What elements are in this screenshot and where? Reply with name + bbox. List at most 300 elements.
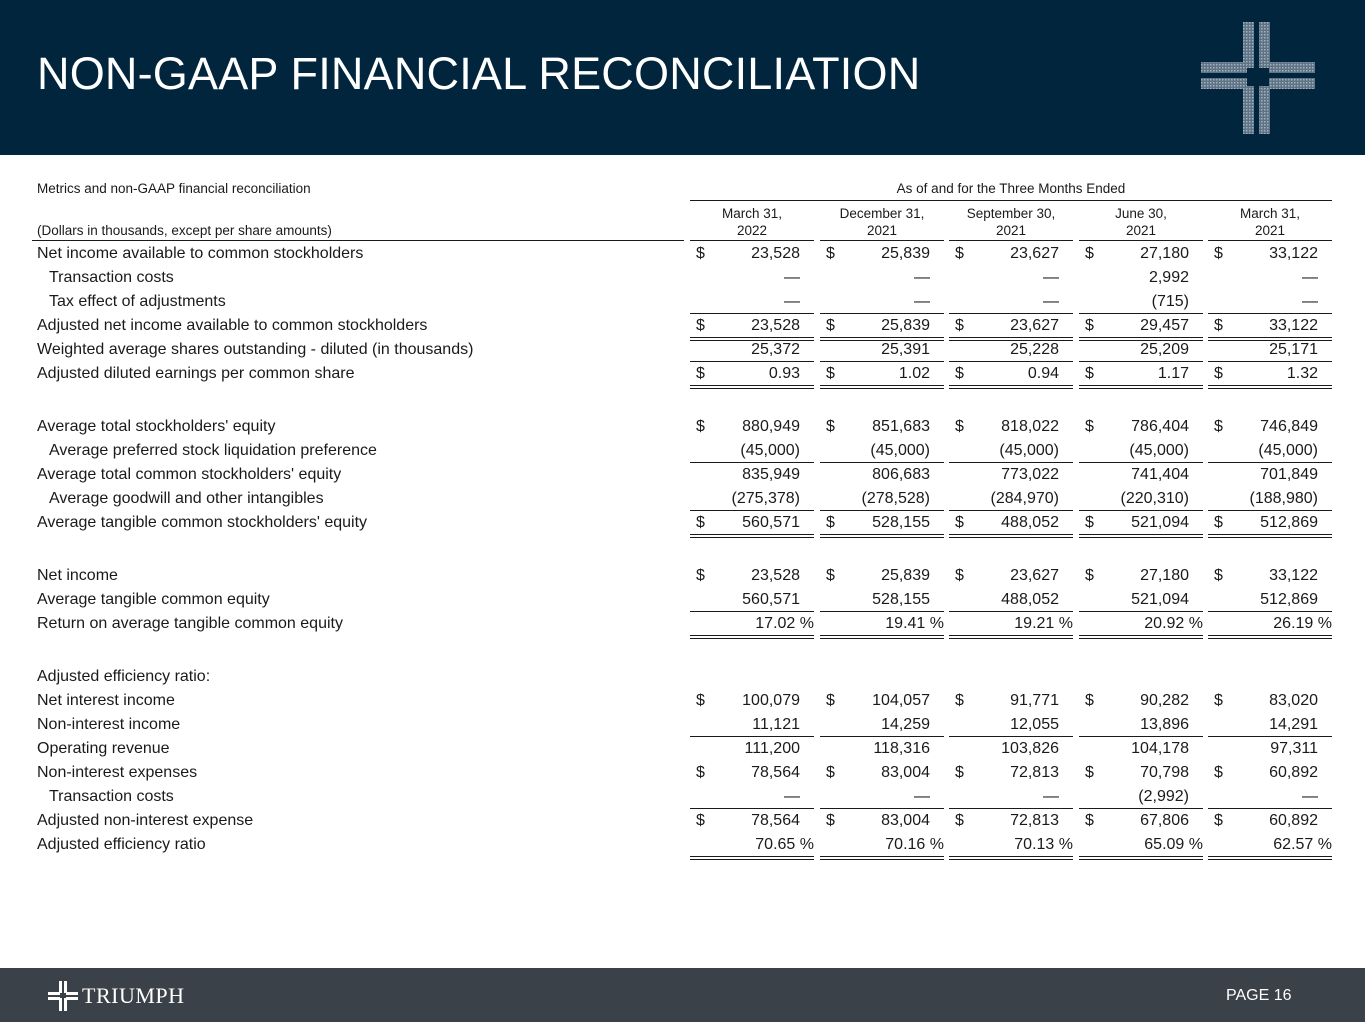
double-underline	[949, 856, 1073, 860]
cell-value: 818,022	[1001, 418, 1059, 435]
table-cell	[949, 314, 1073, 338]
table-cell	[1208, 588, 1332, 612]
table-row	[0, 612, 1365, 636]
cell-value: 701,849	[1260, 466, 1318, 483]
cell-value: 33,122	[1269, 245, 1318, 262]
table-cell	[1208, 338, 1332, 362]
cell-value: 851,683	[872, 418, 930, 435]
double-underline	[1079, 534, 1203, 538]
cell-value: —	[1302, 788, 1318, 805]
cell-value: 25,839	[881, 317, 930, 334]
cell-value: 25,372	[751, 341, 800, 358]
currency-symbol: $	[696, 692, 705, 709]
table-cell	[690, 314, 814, 338]
triumph-cross-icon	[1201, 22, 1315, 134]
column-header-year: 2021	[1125, 223, 1157, 238]
column-header-period: December 31,	[839, 206, 925, 221]
table-cell	[949, 588, 1073, 612]
table-cell	[690, 242, 814, 266]
table-cell	[949, 689, 1073, 713]
currency-symbol: $	[1214, 514, 1223, 531]
cell-value: (188,980)	[1249, 490, 1318, 507]
table-cell	[1208, 689, 1332, 713]
column-header-year: 2021	[995, 223, 1027, 238]
table-cell	[820, 833, 944, 857]
brand-logo	[48, 980, 185, 1012]
double-underline	[949, 635, 1073, 639]
currency-symbol: $	[1085, 692, 1094, 709]
table-cell	[690, 761, 814, 785]
cell-value: 773,022	[1001, 466, 1059, 483]
cell-value: —	[1043, 788, 1059, 805]
table-row	[0, 564, 1365, 588]
cell-value: 70.13 %	[1014, 836, 1073, 853]
cell-value: 20.92 %	[1144, 615, 1203, 632]
table-meta-units: (Dollars in thousands, except per share amounts)	[37, 223, 332, 238]
cell-value: 25,839	[881, 245, 930, 262]
cell-value: 118,316	[873, 740, 930, 757]
cell-value: 488,052	[1001, 514, 1059, 531]
table-cell	[1208, 761, 1332, 785]
table-cell	[820, 809, 944, 833]
divider	[1079, 240, 1203, 241]
cell-value: —	[784, 293, 800, 310]
cell-value: 806,683	[872, 466, 930, 483]
cell-value: —	[914, 293, 930, 310]
table-row	[0, 588, 1365, 612]
column-header-year: 2021	[1254, 223, 1286, 238]
table-cell	[690, 809, 814, 833]
table-cell	[1208, 362, 1332, 386]
cell-value: —	[1043, 269, 1059, 286]
divider	[949, 240, 1073, 241]
table-cell	[1079, 338, 1203, 362]
cell-value: —	[784, 269, 800, 286]
cell-value: (45,000)	[1129, 442, 1189, 459]
table-cell	[949, 833, 1073, 857]
table-cell	[1079, 612, 1203, 636]
table-cell	[1208, 737, 1332, 761]
double-underline	[1208, 635, 1332, 639]
double-underline	[1079, 385, 1203, 389]
row-label: Adjusted non-interest expense	[37, 812, 254, 829]
cell-value: 741,404	[1131, 466, 1189, 483]
page-number: PAGE 16	[1226, 987, 1292, 1004]
currency-symbol: $	[826, 245, 835, 262]
cell-value: 23,528	[751, 245, 800, 262]
currency-symbol: $	[1214, 317, 1223, 334]
table-cell	[690, 612, 814, 636]
cell-value: (45,000)	[870, 442, 930, 459]
currency-symbol: $	[1085, 567, 1094, 584]
cell-value: 12,055	[1010, 716, 1059, 733]
table-cell	[949, 809, 1073, 833]
currency-symbol: $	[826, 514, 835, 531]
row-label: Average total stockholders' equity	[37, 418, 276, 435]
cell-value: (278,528)	[861, 490, 930, 507]
row-label: Adjusted efficiency ratio	[37, 836, 206, 853]
currency-symbol: $	[955, 514, 964, 531]
row-label: Average tangible common equity	[37, 591, 270, 608]
row-label: Net interest income	[37, 692, 175, 709]
double-underline	[1079, 856, 1203, 860]
table-row	[0, 266, 1365, 290]
table-cell	[820, 463, 944, 487]
double-underline	[690, 385, 814, 389]
column-header-year: 2022	[736, 223, 768, 238]
currency-symbol: $	[826, 692, 835, 709]
table-cell	[820, 785, 944, 809]
currency-symbol: $	[1214, 365, 1223, 382]
table-cell	[690, 713, 814, 737]
cell-value: 60,892	[1269, 764, 1318, 781]
table-row	[0, 242, 1365, 266]
table-cell	[1079, 242, 1203, 266]
divider	[32, 240, 684, 241]
table-cell	[690, 463, 814, 487]
cell-value: (45,000)	[999, 442, 1059, 459]
column-header-period: March 31,	[1239, 206, 1301, 221]
cell-value: 786,404	[1131, 418, 1189, 435]
currency-symbol: $	[696, 418, 705, 435]
table-cell	[1079, 415, 1203, 439]
table-cell	[1208, 266, 1332, 290]
currency-symbol: $	[955, 418, 964, 435]
cell-value: 111,200	[744, 740, 800, 757]
table-cell	[949, 266, 1073, 290]
currency-symbol: $	[696, 567, 705, 584]
cell-value: 70,798	[1140, 764, 1189, 781]
table-cell	[1208, 564, 1332, 588]
row-label: Return on average tangible common equity	[37, 615, 343, 632]
column-header	[820, 205, 944, 239]
currency-symbol: $	[696, 317, 705, 334]
cell-value: 560,571	[742, 591, 800, 608]
cell-value: —	[1302, 269, 1318, 286]
table-meta-title: Metrics and non-GAAP financial reconciliation	[37, 181, 311, 196]
cell-value: 14,291	[1269, 716, 1318, 733]
cell-value: 19.21 %	[1014, 615, 1073, 632]
cell-value: 1.02	[898, 365, 930, 382]
table-cell	[949, 564, 1073, 588]
table-cell	[1208, 833, 1332, 857]
table-cell	[1208, 612, 1332, 636]
cell-value: 880,949	[742, 418, 800, 435]
currency-symbol: $	[1085, 317, 1094, 334]
cell-value: 0.93	[768, 365, 800, 382]
double-underline	[1208, 856, 1332, 860]
cell-value: 70.16 %	[885, 836, 944, 853]
table-cell	[1079, 266, 1203, 290]
table-cell	[1079, 833, 1203, 857]
divider	[690, 240, 814, 241]
table-row	[0, 833, 1365, 857]
table-cell	[1208, 809, 1332, 833]
cell-value: —	[1302, 293, 1318, 310]
table-cell	[690, 564, 814, 588]
table-cell	[820, 564, 944, 588]
cell-value: 521,094	[1131, 514, 1189, 531]
double-underline	[1208, 385, 1332, 389]
table-cell	[820, 290, 944, 314]
row-label: Adjusted efficiency ratio:	[37, 668, 211, 685]
cell-value: 60,892	[1269, 812, 1318, 829]
cell-value: 23,627	[1010, 317, 1059, 334]
currency-symbol: $	[1085, 514, 1094, 531]
currency-symbol: $	[1214, 764, 1223, 781]
table-cell	[820, 266, 944, 290]
cell-value: 78,564	[751, 764, 800, 781]
cell-value: 528,155	[872, 514, 930, 531]
currency-symbol: $	[1085, 764, 1094, 781]
currency-symbol: $	[826, 567, 835, 584]
double-underline	[690, 534, 814, 538]
table-cell	[690, 833, 814, 857]
cell-value: 560,571	[742, 514, 800, 531]
table-row	[0, 314, 1365, 338]
table-row	[0, 761, 1365, 785]
table-cell	[1208, 415, 1332, 439]
table-cell	[1079, 314, 1203, 338]
cell-value: 1.17	[1157, 365, 1189, 382]
double-underline	[1079, 635, 1203, 639]
currency-symbol: $	[955, 365, 964, 382]
cell-value: 70.65 %	[755, 836, 814, 853]
double-underline	[690, 635, 814, 639]
table-cell	[949, 737, 1073, 761]
table-cell	[1208, 290, 1332, 314]
row-label: Transaction costs	[49, 269, 174, 286]
table-cell	[949, 290, 1073, 314]
cell-value: 488,052	[1001, 591, 1059, 608]
column-header-year: 2021	[866, 223, 898, 238]
row-label: Tax effect of adjustments	[49, 293, 226, 310]
double-underline	[1208, 534, 1332, 538]
table-cell	[820, 761, 944, 785]
table-cell	[1079, 689, 1203, 713]
table-cell	[690, 290, 814, 314]
cell-value: (2,992)	[1138, 788, 1189, 805]
table-cell	[949, 415, 1073, 439]
table-cell	[1079, 564, 1203, 588]
double-underline	[820, 635, 944, 639]
table-cell	[949, 338, 1073, 362]
row-label: Net income available to common stockholders	[37, 245, 364, 262]
cell-value: 521,094	[1131, 591, 1189, 608]
column-header	[690, 205, 814, 239]
table-cell	[1079, 463, 1203, 487]
table-row	[0, 362, 1365, 386]
table-cell	[949, 242, 1073, 266]
triumph-cross-icon	[48, 981, 78, 1011]
cell-value: (45,000)	[1258, 442, 1318, 459]
table-cell	[949, 713, 1073, 737]
table-cell	[1208, 314, 1332, 338]
cell-value: 25,209	[1140, 341, 1189, 358]
cell-value: 25,228	[1010, 341, 1059, 358]
table-cell	[690, 439, 814, 463]
table-cell	[949, 487, 1073, 511]
cell-value: 33,122	[1269, 567, 1318, 584]
currency-symbol: $	[826, 764, 835, 781]
table-cell	[690, 737, 814, 761]
table-cell	[820, 612, 944, 636]
row-label: Average goodwill and other intangibles	[49, 490, 324, 507]
currency-symbol: $	[696, 812, 705, 829]
table-cell	[820, 415, 944, 439]
cell-value: 25,391	[881, 341, 930, 358]
table-cell	[820, 487, 944, 511]
table-cell	[1079, 487, 1203, 511]
table-cell	[820, 439, 944, 463]
row-label: Non-interest expenses	[37, 764, 198, 781]
cell-value: 26.19 %	[1273, 615, 1332, 632]
column-header	[949, 205, 1073, 239]
table-cell	[1208, 439, 1332, 463]
cell-value: 83,004	[881, 812, 930, 829]
table-row	[0, 338, 1365, 362]
table-cell	[820, 314, 944, 338]
cell-value: —	[914, 269, 930, 286]
cell-value: 78,564	[751, 812, 800, 829]
cell-value: (715)	[1151, 293, 1189, 310]
currency-symbol: $	[955, 812, 964, 829]
table-row	[0, 737, 1365, 761]
table-cell	[1208, 713, 1332, 737]
cell-value: 23,528	[751, 567, 800, 584]
cell-value: 83,004	[881, 764, 930, 781]
table-cell	[690, 689, 814, 713]
table-row	[0, 511, 1365, 535]
slide-footer	[0, 968, 1365, 1022]
currency-symbol: $	[696, 514, 705, 531]
double-underline	[820, 534, 944, 538]
row-label: Operating revenue	[37, 740, 170, 757]
table-cell	[949, 362, 1073, 386]
cell-value: 65.09 %	[1144, 836, 1203, 853]
table-cell	[1079, 809, 1203, 833]
currency-symbol: $	[826, 365, 835, 382]
currency-symbol: $	[955, 245, 964, 262]
table-cell	[1208, 487, 1332, 511]
table-cell	[690, 511, 814, 535]
row-label: Adjusted diluted earnings per common share	[37, 365, 355, 382]
cell-value: 29,457	[1140, 317, 1189, 334]
cell-value: 104,178	[1131, 740, 1189, 757]
row-label: Net income	[37, 567, 118, 584]
row-label: Average preferred stock liquidation preference	[49, 442, 377, 459]
table-cell	[820, 511, 944, 535]
table-cell	[820, 338, 944, 362]
row-label: Average total common stockholders' equity	[37, 466, 342, 483]
cell-value: 14,259	[881, 716, 930, 733]
currency-symbol: $	[1214, 692, 1223, 709]
currency-symbol: $	[1214, 567, 1223, 584]
row-label: Adjusted net income available to common stockholders	[37, 317, 428, 334]
cell-value: 23,627	[1010, 245, 1059, 262]
currency-symbol: $	[826, 812, 835, 829]
column-header	[1079, 205, 1203, 239]
currency-symbol: $	[955, 317, 964, 334]
cell-value: —	[784, 788, 800, 805]
table-cell	[690, 785, 814, 809]
cell-value: 11,121	[752, 716, 800, 733]
currency-symbol: $	[696, 245, 705, 262]
cell-value: 97,311	[1270, 740, 1318, 757]
cell-value: 13,896	[1140, 716, 1189, 733]
double-underline	[949, 385, 1073, 389]
slide-header	[0, 0, 1365, 155]
cell-value: 528,155	[872, 591, 930, 608]
table-cell	[820, 689, 944, 713]
cell-value: (284,970)	[990, 490, 1059, 507]
column-header-period: June 30,	[1115, 206, 1167, 221]
table-cell	[690, 266, 814, 290]
cell-value: —	[1043, 293, 1059, 310]
currency-symbol: $	[955, 567, 964, 584]
divider	[690, 200, 1332, 201]
cell-value: 25,839	[881, 567, 930, 584]
table-cell	[949, 761, 1073, 785]
table-cell	[949, 463, 1073, 487]
cell-value: 23,528	[751, 317, 800, 334]
table-row	[0, 689, 1365, 713]
table-cell	[690, 588, 814, 612]
cell-value: (275,378)	[731, 490, 800, 507]
currency-symbol: $	[826, 317, 835, 334]
cell-value: 835,949	[742, 466, 800, 483]
double-underline	[820, 385, 944, 389]
cell-value: 746,849	[1260, 418, 1318, 435]
table-cell	[1079, 737, 1203, 761]
table-cell	[690, 338, 814, 362]
table-cell	[820, 737, 944, 761]
table-cell	[1208, 463, 1332, 487]
cell-value: 90,282	[1140, 692, 1189, 709]
column-header-period: September 30,	[966, 206, 1056, 221]
currency-symbol: $	[1085, 418, 1094, 435]
cell-value: 104,057	[872, 692, 930, 709]
currency-symbol: $	[826, 418, 835, 435]
currency-symbol: $	[1214, 245, 1223, 262]
currency-symbol: $	[1085, 812, 1094, 829]
currency-symbol: $	[955, 764, 964, 781]
cell-value: 17.02 %	[755, 615, 814, 632]
cell-value: 27,180	[1140, 567, 1189, 584]
cell-value: 91,771	[1010, 692, 1059, 709]
row-label: Non-interest income	[37, 716, 181, 733]
cell-value: (220,310)	[1120, 490, 1189, 507]
row-label: Transaction costs	[49, 788, 174, 805]
table-cell	[820, 242, 944, 266]
currency-symbol: $	[955, 692, 964, 709]
table-cell	[690, 487, 814, 511]
table-cell	[1079, 588, 1203, 612]
cell-value: 512,869	[1260, 514, 1318, 531]
cell-value: 1.32	[1286, 365, 1318, 382]
cell-value: 72,813	[1010, 812, 1059, 829]
currency-symbol: $	[696, 764, 705, 781]
table-row	[0, 415, 1365, 439]
currency-symbol: $	[696, 365, 705, 382]
double-underline	[690, 856, 814, 860]
cell-value: 19.41 %	[885, 615, 944, 632]
cell-value: 27,180	[1140, 245, 1189, 262]
table-cell	[820, 588, 944, 612]
row-label: Weighted average shares outstanding - diluted (in thousands)	[37, 341, 474, 358]
table-row	[0, 439, 1365, 463]
cell-value: 512,869	[1260, 591, 1318, 608]
